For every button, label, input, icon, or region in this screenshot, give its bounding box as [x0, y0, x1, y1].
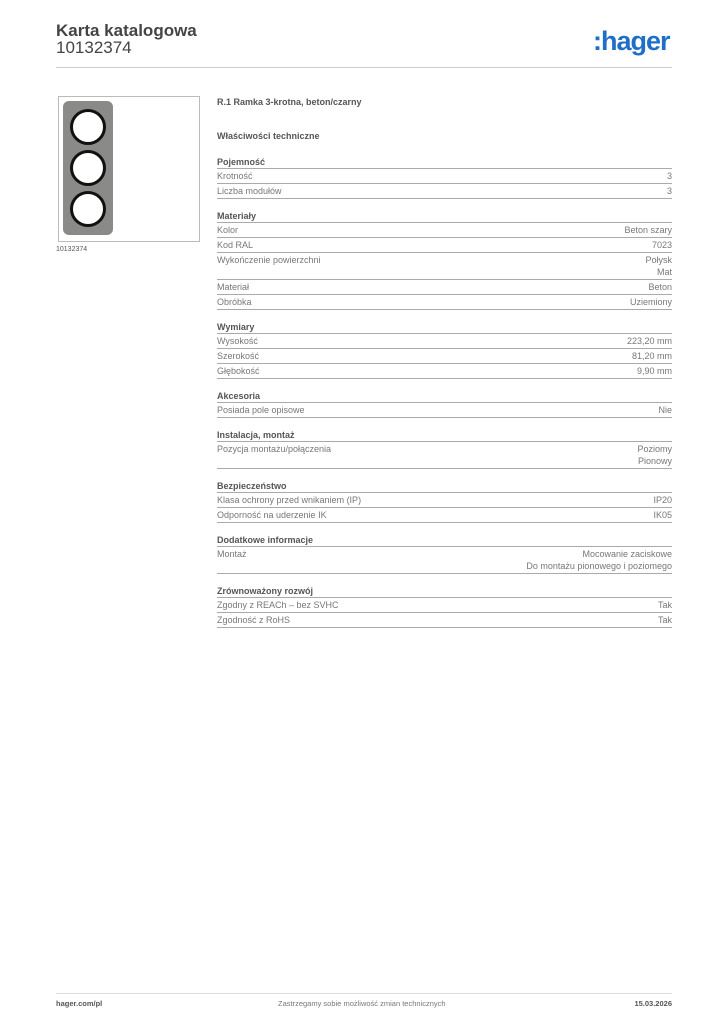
spec-row	[217, 508, 672, 523]
spec-panel	[217, 97, 672, 638]
spec-value: Połysk Mat	[645, 255, 672, 277]
spec-label: Kod RAL	[217, 240, 254, 250]
spacer	[217, 523, 672, 533]
spec-label: Kolor	[217, 225, 239, 235]
spec-label: Liczba modułów	[217, 186, 282, 196]
spec-row	[217, 280, 672, 295]
spec-value: Nie	[658, 405, 672, 415]
product-code: 10132374	[56, 38, 132, 57]
product-image	[58, 96, 200, 242]
spec-label: Materiał	[217, 282, 250, 292]
section-heading: Instalacja, montaż	[217, 428, 672, 442]
spec-label: Wysokość	[217, 336, 258, 346]
spacer	[217, 310, 672, 320]
spacer	[217, 469, 672, 479]
spacer	[217, 628, 672, 638]
spec-row	[217, 364, 672, 379]
spec-value: 7023	[651, 240, 672, 250]
spec-row	[217, 613, 672, 628]
spec-row	[217, 493, 672, 508]
spacer	[217, 418, 672, 428]
footer-date: 15.03.2026	[634, 999, 672, 1008]
spec-value: Tak	[657, 600, 672, 610]
frame-picture	[63, 101, 113, 235]
spec-value: Uziemiony	[629, 297, 672, 307]
spec-sections	[217, 155, 672, 638]
spec-value: Beton	[648, 282, 672, 292]
spec-row	[217, 238, 672, 253]
spec-value: Mocowanie zaciskowe Do montażu pionowego i poziomego	[526, 549, 672, 571]
spec-value: IK05	[653, 510, 672, 520]
spec-value: Beton szary	[624, 225, 672, 235]
spec-label: Krotność	[217, 171, 253, 181]
section-heading: Bezpieczeństwo	[217, 479, 672, 493]
hager-logo: :hager	[593, 26, 670, 56]
spec-row	[217, 184, 672, 199]
spec-label: Odporność na uderzenie IK	[217, 510, 327, 520]
section-heading: Wymiary	[217, 320, 672, 334]
spec-value: Poziomy Pionowy	[637, 444, 672, 466]
spec-label: Głębokość	[217, 366, 260, 376]
spacer	[217, 379, 672, 389]
spec-value: 81,20 mm	[631, 351, 672, 361]
spec-value: 3	[666, 171, 672, 181]
spec-value: 223,20 mm	[626, 336, 672, 346]
spec-label: Klasa ochrony przed wnikaniem (IP)	[217, 495, 362, 505]
spec-value: 9,90 mm	[636, 366, 672, 376]
image-caption: 10132374	[56, 246, 88, 253]
spec-row	[217, 169, 672, 184]
spec-label: Wykończenie powierzchni	[217, 255, 321, 265]
spec-row	[217, 349, 672, 364]
footer-note: Zastrzegamy sobie możliwość zmian technicznych	[278, 999, 446, 1008]
spec-label: Pozycja montażu/połączenia	[217, 444, 332, 454]
spec-value: IP20	[653, 495, 672, 505]
spec-row	[217, 223, 672, 238]
spec-row	[217, 598, 672, 613]
spec-value: 3	[666, 186, 672, 196]
section-heading: Akcesoria	[217, 389, 672, 403]
spec-row	[217, 442, 672, 469]
spec-value: Tak	[657, 615, 672, 625]
spec-row	[217, 403, 672, 418]
section-heading: Materiały	[217, 209, 672, 223]
spacer	[217, 199, 672, 209]
spacer	[217, 574, 672, 584]
socket-opening	[70, 191, 106, 227]
spec-row	[217, 334, 672, 349]
footer-site-link[interactable]: hager.com/pl	[56, 999, 103, 1008]
spec-row	[217, 253, 672, 280]
header-divider	[56, 67, 672, 68]
footer-divider	[56, 993, 672, 994]
section-heading: Dodatkowe informacje	[217, 533, 672, 547]
socket-opening	[70, 109, 106, 145]
socket-opening	[70, 150, 106, 186]
section-heading: Zrównoważony rozwój	[217, 584, 672, 598]
spec-label: Szerokość	[217, 351, 260, 361]
product-title: R.1 Ramka 3-krotna, beton/czarny	[217, 97, 362, 107]
spec-label: Zgodność z RoHS	[217, 615, 291, 625]
spec-label: Montaż	[217, 549, 247, 559]
section-heading: Pojemność	[217, 155, 672, 169]
spec-label: Posiada pole opisowe	[217, 405, 305, 415]
spec-row	[217, 547, 672, 574]
page-title: Karta katalogowa	[56, 21, 197, 40]
spec-label: Obróbka	[217, 297, 252, 307]
spec-label: Zgodny z REACh – bez SVHC	[217, 600, 339, 610]
spec-row	[217, 295, 672, 310]
props-heading: Właściwości techniczne	[217, 131, 320, 141]
